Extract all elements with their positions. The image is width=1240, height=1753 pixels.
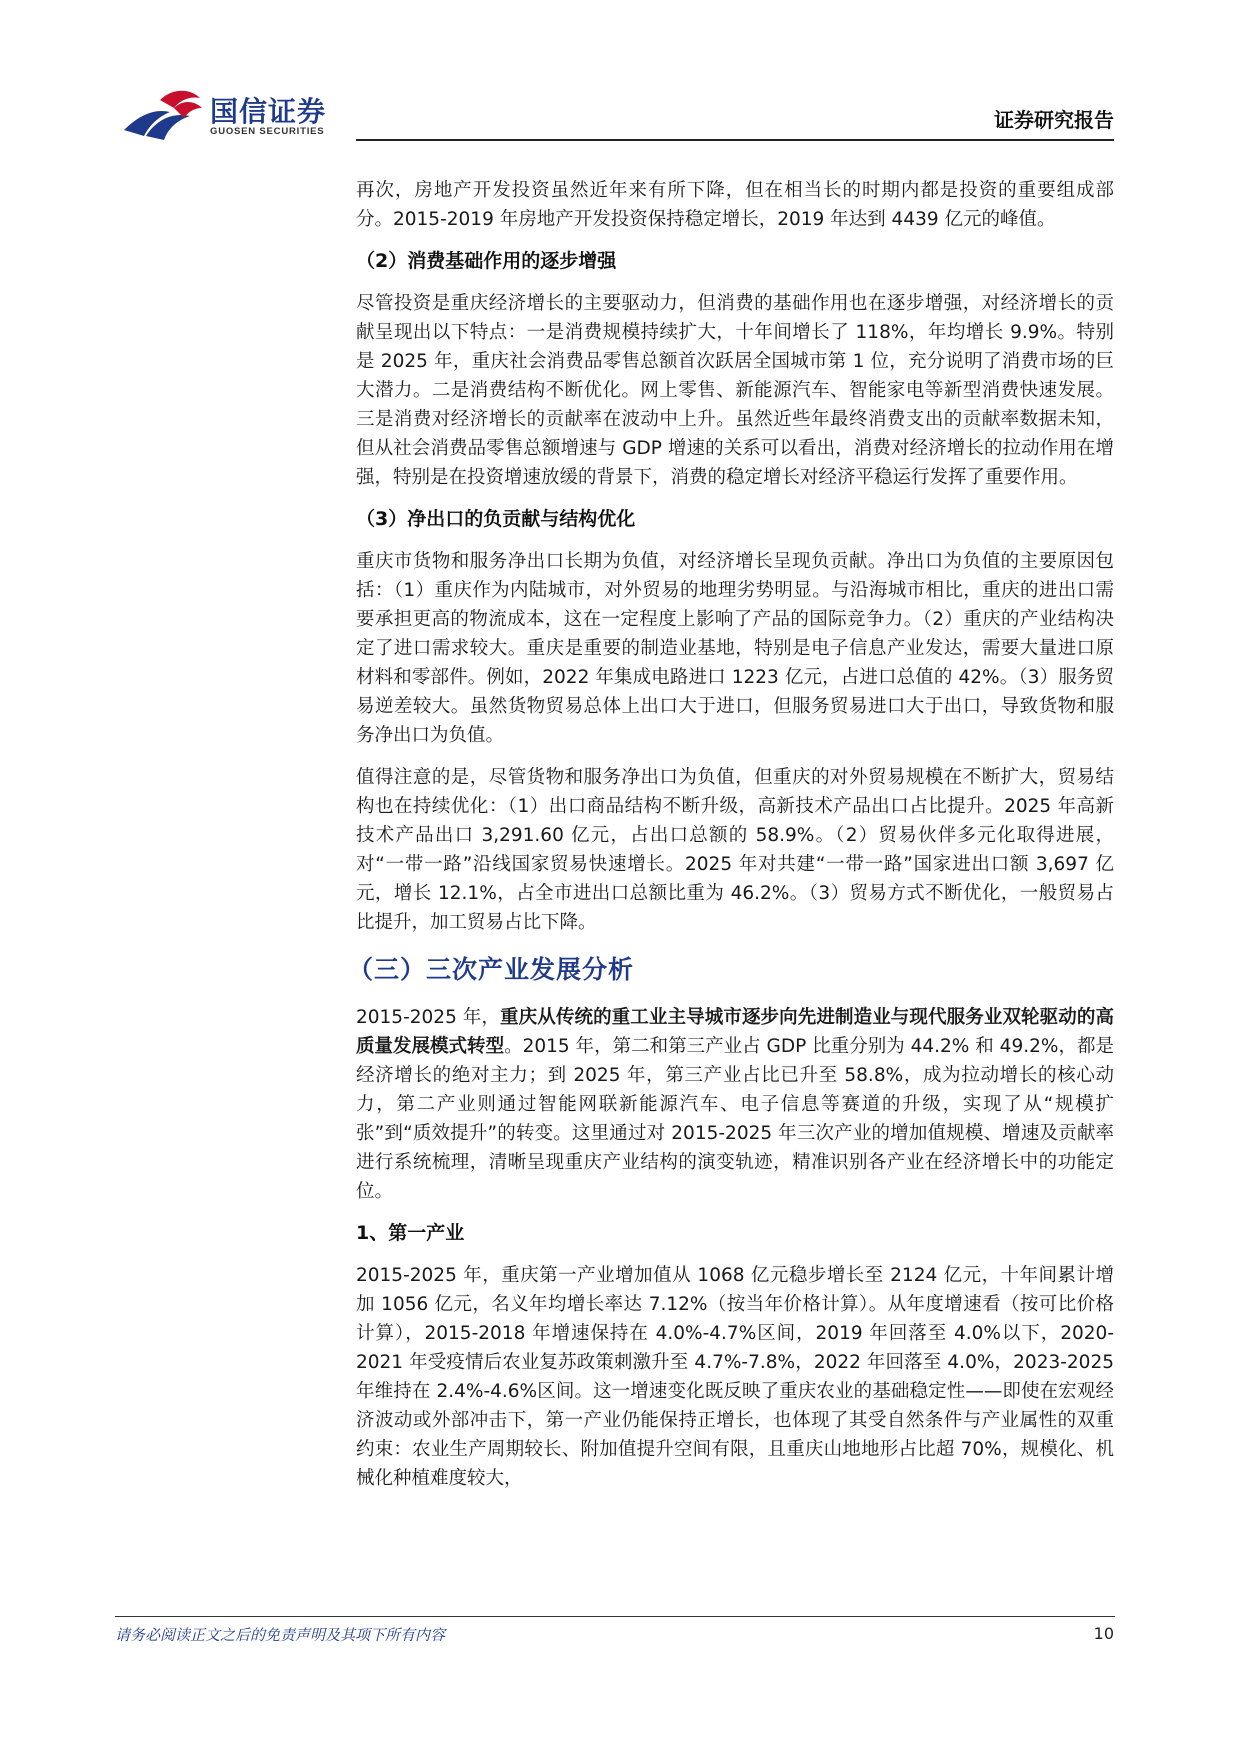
- brand-name-en: GUOSEN SECURITIES: [210, 126, 325, 137]
- guosen-logo-mark-icon: [120, 86, 206, 146]
- subheading-consumption: （2）消费基础作用的逐步增强: [356, 250, 617, 272]
- text-span: 。2015 年，第二和第三产业占 GDP 比重分别为 44.2% 和 49.2%，都是经济增长的绝对主力；到 2025 年，第三产业占比已升至 58.8%，成为拉动增长的核心动力，第二产业则通过智能网联新能源汽车、电子信息等赛道的升级，实现了从“规模扩张”到“质效提升”的转变。这里通过对 2015-2025 年三次产业的增加值规模、增速及贡献率进行系统梳理，清晰呈现重庆产业结构的演变轨迹，精准识别各产业在经济增长中的功能定位。: [356, 1036, 1114, 1202]
- brand-name-cn: 国信证券: [210, 95, 327, 128]
- paragraph-trade-structure: 值得注意的是，尽管货物和服务净出口为负值，但重庆的对外贸易规模在不断扩大，贸易结构也在持续优化：（1）出口商品结构不断升级，高新技术产品出口占比提升。2025 年高新技术产品出口 3,291.60 亿元，占出口总额的 58.9%。（2）贸易伙伴多元化取得进展，对“一带一路”沿线国家贸易快速增长。2025 年对共建“一带一路”国家进出口额 3,697 亿元，增长 12.1%，占全市进出口总额比重为 46.2%。（3）贸易方式不断优化，一般贸易占比提升，加工贸易占比下降。: [356, 767, 1114, 933]
- paragraph-consumption: 尽管投资是重庆经济增长的主要驱动力，但消费的基础作用也在逐步增强，对经济增长的贡献呈现出以下特点：一是消费规模持续扩大，十年间增长了 118%，年均增长 9.9%。特别是 2025 年，重庆社会消费品零售总额首次跃居全国城市第 1 位，充分说明了消费市场的巨大潜力。二是消费结构不断优化。网上零售、新能源汽车、智能家电等新型消费快速发展。三是消费对经济增长的贡献率在波动中上升。虽然近些年最终消费支出的贡献率数据未知，但从社会消费品零售总额增速与 GDP 增速的关系可以看出，消费对经济增长的拉动作用在增强，特别是在投资增速放缓的背景下，消费的稳定增长对经济平稳运行发挥了重要作用。: [356, 293, 1114, 488]
- report-body: [348, 176, 1114, 1506]
- footer-divider: [115, 1616, 1115, 1617]
- report-type-label: 证券研究报告: [994, 108, 1114, 132]
- subheading-primary-industry: 1、第一产业: [356, 1222, 465, 1244]
- paragraph-real-estate: 再次，房地产开发投资虽然近年来有所下降，但在相当长的时期内都是投资的重要组成部分。2015-2019 年房地产开发投资保持稳定增长，2019 年达到 4439 亿元的峰值。: [356, 180, 1114, 230]
- section-heading-industries: （三）三次产业发展分析: [348, 955, 635, 984]
- subheading-net-exports: （3）净出口的负贡献与结构优化: [356, 508, 636, 530]
- emphasis-text: 重庆从传统的重工业主导城市逐步向先进制造业与现代服务业双轮驱动的高质量发展模式转型: [356, 1007, 1114, 1057]
- paragraph-primary-industry: 2015-2025 年，重庆第一产业增加值从 1068 亿元稳步增长至 2124 亿元，十年间累计增加 1056 亿元，名义年均增长率达 7.12%（按当年价格计算）。从年度增速看（按可比价格计算），2015-2018 年增速保持在 4.0%-4.7%区间，2019 年回落至 4.0%以下，2020-2021 年受疫情后农业复苏政策刺激升至 4.7%-7.8%，2022 年回落至 4.0%，2023-2025 年维持在 2.4%-4.6%区间。这一增速变化既反映了重庆农业的基础稳定性——即使在宏观经济波动或外部冲击下，第一产业仍能保持正增长，也体现了其受自然条件与产业属性的双重约束：农业生产周期较长、附加值提升空间有限，且重庆山地地形占比超 70%，规模化、机械化种植难度较大，: [356, 1265, 1114, 1489]
- paragraph-net-exports: 重庆市货物和服务净出口长期为负值，对经济增长呈现负贡献。净出口为负值的主要原因包括：（1）重庆作为内陆城市，对外贸易的地理劣势明显。与沿海城市相比，重庆的进出口需要承担更高的物流成本，这在一定程度上影响了产品的国际竞争力。（2）重庆的产业结构决定了进口需求较大。重庆是重要的制造业基地，特别是电子信息产业发达，需要大量进口原材料和零部件。例如，2022 年集成电路进口 1223 亿元，占进口总值的 42%。（3）服务贸易逆差较大。虽然货物贸易总体上出口大于进口，但服务贸易进口大于出口，导致货物和服务净出口为负值。: [356, 551, 1114, 746]
- page-number: 10: [1093, 1624, 1114, 1643]
- text-span: 2015-2025 年，: [356, 1007, 501, 1028]
- footer-disclaimer: 请务必阅读正文之后的免责声明及其项下所有内容: [115, 1626, 446, 1644]
- paragraph-industry-overview: [356, 1003, 1114, 1206]
- page-header: [0, 0, 1240, 150]
- header-divider: [356, 139, 1114, 141]
- guosen-logo: [120, 86, 340, 146]
